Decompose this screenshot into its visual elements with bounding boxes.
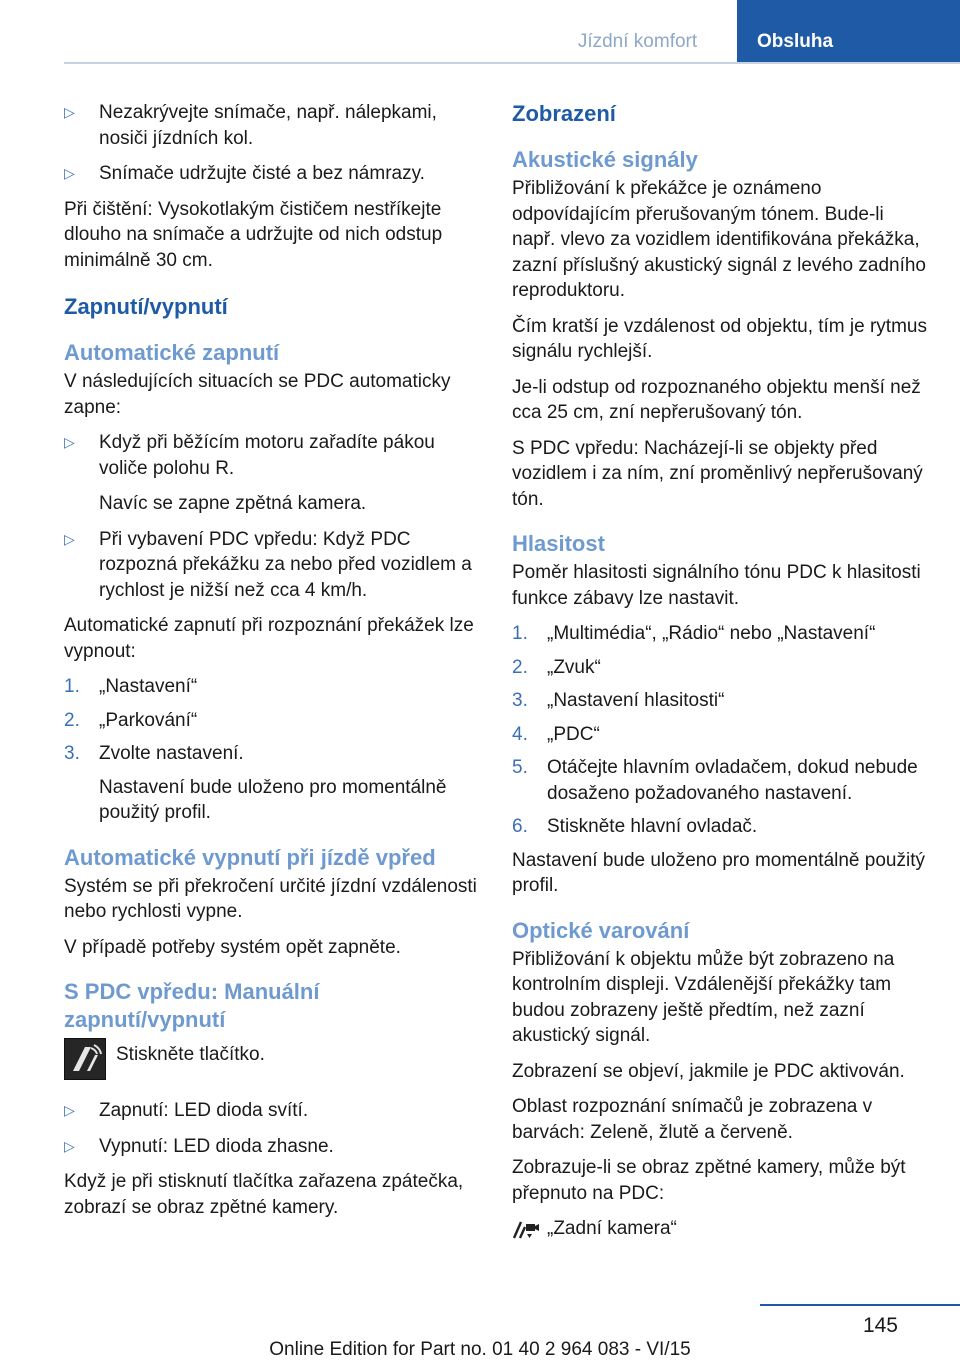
triangle-right-icon: ▷ bbox=[64, 104, 75, 120]
paragraph: V následujících situacích se PDC automaticky zapne: bbox=[64, 371, 451, 418]
page-header bbox=[0, 0, 960, 62]
page-number: 145 bbox=[862, 1314, 898, 1337]
paragraph: Přibližování k překážce je oznámeno odpovídajícím přerušovaným tónem. Bude-li např. vlevo za vozidlem identifikována překážka, zazní příslušný akustický signál z levého zadního reproduktoru. bbox=[512, 178, 926, 301]
paragraph: Zobrazení se objeví, jakmile je PDC aktivován. bbox=[512, 1060, 905, 1082]
pdc-button-icon bbox=[64, 1038, 106, 1080]
step-item: 2. „Parkování“ bbox=[64, 709, 198, 731]
header-chapter-tab: Obsluha bbox=[737, 0, 960, 62]
triangle-right-icon: ▷ bbox=[64, 1137, 75, 1154]
paragraph: Nastavení bude uloženo pro momentálně použitý profil. bbox=[512, 849, 925, 896]
subheading-optical: Optické varování bbox=[512, 917, 690, 943]
pdc-camera-icon bbox=[512, 1218, 540, 1240]
step-item: 2. „Zvuk“ bbox=[512, 656, 601, 678]
edition-footer: Online Edition for Part no. 01 40 2 964 083 - VI/15 bbox=[269, 1339, 691, 1360]
rear-camera-row: „Zadní kamera“ bbox=[512, 1216, 930, 1242]
list-item-note: Navíc se zapne zpětná kamera. bbox=[99, 493, 367, 514]
subheading-volume: Hlasitost bbox=[512, 531, 605, 556]
subheading-manual: S PDC vpředu: Manuální zapnutí/vypnutí bbox=[64, 979, 320, 1032]
paragraph: Při čištění: Vysokotlakým čističem nestříkejte dlouho na snímače a udržujte od nich odstup minimálně 30 cm. bbox=[64, 198, 443, 271]
heading-display: Zobrazení bbox=[512, 101, 616, 126]
press-button-row: Stiskněte tlačítko. bbox=[64, 1042, 482, 1082]
list-item: ▷ Nezakrývejte snímače, např. nálepkami, nosiči jízdních kol. bbox=[64, 102, 437, 149]
list-item: ▷ Vypnutí: LED dioda zhasne. bbox=[64, 1134, 482, 1160]
subheading-auto-on: Automatické zapnutí bbox=[64, 340, 280, 365]
triangle-right-icon: ▷ bbox=[64, 434, 75, 450]
paragraph: Poměr hlasitosti signálního tónu PDC k hlasitosti funkce zábavy lze nastavit. bbox=[512, 562, 921, 609]
step-item: 3. Zvolte nastavení. bbox=[64, 743, 244, 764]
paragraph: Oblast rozpoznání snímačů je zobrazena v barvách: Zeleně, žlutě a červeně. bbox=[512, 1096, 873, 1143]
list-item: ▷ Při vybavení PDC vpředu: Když PDC rozpozná překážku za nebo před vozidlem a rychlost je nižší než cca 4 km/h. bbox=[64, 528, 472, 601]
paragraph: V případě potřeby systém opět zapněte. bbox=[64, 936, 401, 958]
right-column bbox=[512, 100, 930, 1252]
triangle-right-icon: ▷ bbox=[64, 1102, 75, 1118]
header-section-title: Jízdní komfort bbox=[577, 31, 698, 52]
subheading-acoustic: Akustické signály bbox=[512, 147, 698, 172]
list-item: ▷ Snímače udržujte čisté a bez námrazy. bbox=[64, 161, 482, 187]
triangle-right-icon: ▷ bbox=[64, 165, 75, 181]
step-item: 1. „Multimédia“, „Rádio“ nebo „Nastavení“ bbox=[512, 623, 876, 644]
paragraph: Když je při stisknutí tlačítka zařazena zpátečka, zobrazí se obraz zpětné kamery. bbox=[64, 1171, 464, 1218]
paragraph: Systém se při překročení určité jízdní vzdálenosti nebo rychlosti vypne. bbox=[64, 875, 477, 922]
step-item: 1. „Nastavení“ bbox=[64, 676, 198, 697]
paragraph: Automatické zapnutí při rozpoznání překážek lze vypnout: bbox=[64, 615, 474, 662]
list-item: ▷ Když při běžícím motoru zařadíte pákou voliče polohu R. bbox=[64, 432, 435, 479]
step-item: 5. Otáčejte hlavním ovladačem, dokud nebude dosaženo požadovaného nastavení. bbox=[512, 757, 918, 804]
paragraph: Přibližování k objektu může být zobrazeno na kontrolním displeji. Vzdálenější překážky tam budou zobrazeny ještě předtím, než zazní akustický signál. bbox=[512, 948, 895, 1046]
paragraph: Zobrazuje-li se obraz zpětné kamery, může být přepnuto na PDC: bbox=[512, 1157, 906, 1204]
paragraph: Čím kratší je vzdálenost od objektu, tím je rytmus signálu rychlejší. bbox=[512, 315, 927, 362]
step-note: Nastavení bude uloženo pro momentálně použitý profil. bbox=[99, 776, 447, 823]
subheading-auto-off: Automatické vypnutí při jízdě vpřed bbox=[64, 844, 436, 870]
step-item: 4. „PDC“ bbox=[512, 723, 600, 745]
left-column bbox=[64, 100, 482, 1230]
triangle-right-icon: ▷ bbox=[64, 530, 75, 547]
list-item: ▷ Zapnutí: LED dioda svítí. bbox=[64, 1098, 482, 1124]
footer-rule bbox=[760, 1304, 960, 1306]
header-rule bbox=[64, 62, 960, 64]
heading-onoff: Zapnutí/vypnutí bbox=[64, 294, 228, 319]
paragraph: S PDC vpředu: Nacházejí-li se objekty před vozidlem i za ním, zní proměnlivý nepřerušovaný tón. bbox=[512, 437, 923, 510]
step-item: 6. Stiskněte hlavní ovladač. bbox=[512, 816, 758, 837]
paragraph: Je-li odstup od rozpoznaného objektu menší než cca 25 cm, zní nepřerušovaný tón. bbox=[512, 376, 921, 423]
step-item: 3. „Nastavení hlasitosti“ bbox=[512, 690, 725, 711]
